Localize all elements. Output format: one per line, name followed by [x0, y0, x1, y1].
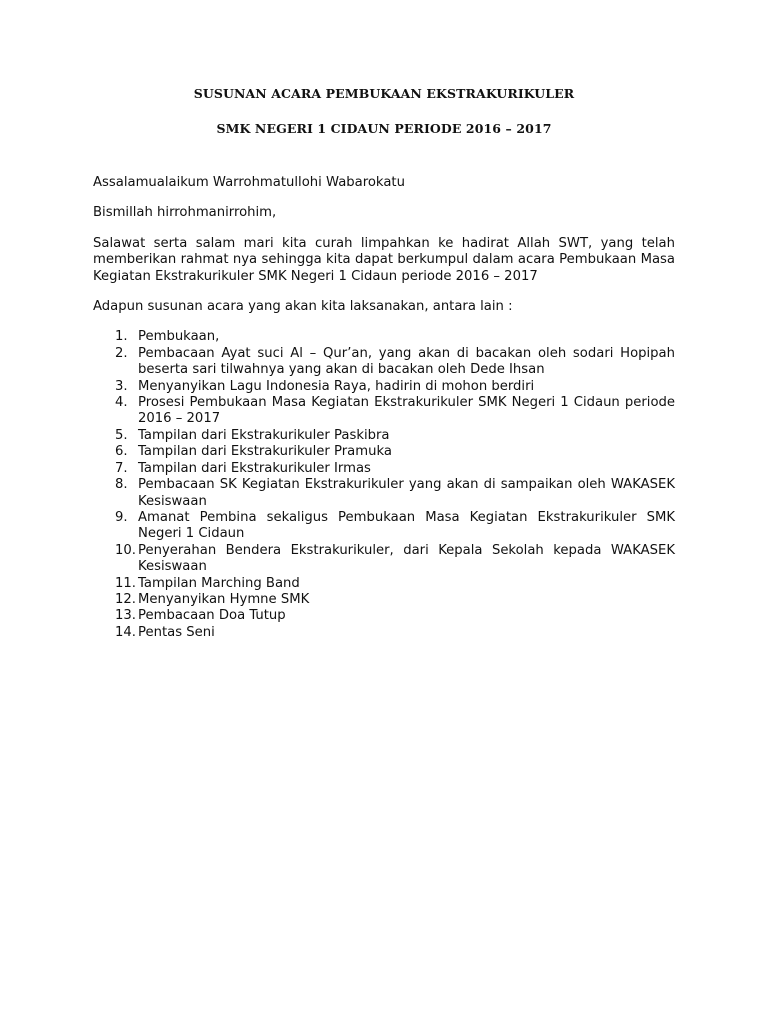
agenda-item: [93, 379, 675, 395]
agenda-item-text: Tampilan Marching Band: [138, 575, 300, 591]
agenda-item-number: 4.: [115, 395, 128, 411]
agenda-item-number: 1.: [115, 329, 128, 345]
document-title-line-1: SUSUNAN ACARA PEMBUKAAN EKSTRAKURIKULER: [193, 86, 575, 101]
agenda-item-number: 12.: [115, 591, 136, 607]
agenda-list: [93, 329, 675, 641]
document-title-line-2: SMK NEGERI 1 CIDAUN PERIODE 2016 – 2017: [216, 121, 552, 136]
agenda-item-number: 6.: [115, 444, 128, 460]
bismillah-paragraph: Bismillah hirrohmanirrohim,: [93, 205, 277, 221]
agenda-item: [93, 477, 675, 510]
greeting-paragraph: Assalamualaikum Warrohmatullohi Wabarokatu: [93, 175, 405, 190]
agenda-item-text: Menyanyikan Lagu Indonesia Raya, hadirin di mohon berdiri: [138, 378, 535, 394]
agenda-item-number: 8.: [115, 477, 128, 493]
agenda-item: [93, 428, 675, 444]
agenda-item: [93, 510, 675, 543]
agenda-item-number: 10.: [115, 542, 136, 558]
agenda-item: [93, 592, 675, 608]
document-page: [93, 86, 675, 641]
agenda-item-text: Pentas Seni: [138, 624, 215, 640]
agenda-item: [93, 625, 675, 641]
agenda-item-number: 13.: [115, 608, 136, 624]
agenda-item-text: Penyerahan Bendera Ekstrakurikuler, dari Kepala Sekolah kepada WAKASEK Kesiswaan: [138, 542, 675, 575]
salawat-paragraph: Salawat serta salam mari kita curah limpahkan ke hadirat Allah SWT, yang telah memberikan rahmat nya sehingga kita dapat berkumpul dalam acara Pembukaan Masa Kegiatan Ekstrakurikuler SMK Negeri 1 Cidaun periode 2016 – 2017: [93, 235, 675, 284]
agenda-item-number: 11.: [115, 575, 136, 591]
agenda-item-number: 3.: [115, 378, 128, 394]
agenda-item-number: 7.: [115, 460, 128, 476]
agenda-item: [93, 608, 675, 624]
agenda-item: [93, 346, 675, 379]
agenda-item-text: Amanat Pembina sekaligus Pembukaan Masa Kegiatan Ekstrakurikuler SMK Negeri 1 Cidaun: [138, 509, 675, 542]
agenda-item-text: Tampilan dari Ekstrakurikuler Paskibra: [138, 427, 390, 443]
agenda-item-text: Pembacaan Ayat suci Al – Qur’an, yang akan di bacakan oleh sodari Hopipah beserta sari tilwahnya yang akan di bacakan oleh Dede Ihsan: [138, 345, 675, 378]
agenda-item-number: 14.: [115, 624, 136, 640]
agenda-item: [93, 329, 675, 345]
agenda-item-number: 9.: [115, 509, 128, 525]
agenda-item-text: Pembacaan SK Kegiatan Ekstrakurikuler yang akan di sampaikan oleh WAKASEK Kesiswaan: [138, 477, 675, 509]
agenda-item: [93, 461, 675, 477]
agenda-item-text: Prosesi Pembukaan Masa Kegiatan Ekstrakurikuler SMK Negeri 1 Cidaun periode 2016 – 2017: [138, 395, 675, 427]
agenda-item-text: Tampilan dari Ekstrakurikuler Irmas: [138, 460, 371, 476]
agenda-item-text: Menyanyikan Hymne SMK: [138, 591, 310, 607]
agenda-item-text: Tampilan dari Ekstrakurikuler Pramuka: [138, 444, 392, 460]
agenda-item-text: Pembukaan,: [138, 329, 220, 345]
agenda-item: [93, 543, 675, 576]
agenda-item: [93, 576, 675, 592]
intro-paragraph: Adapun susunan acara yang akan kita laksanakan, antara lain :: [93, 299, 513, 315]
agenda-item: [93, 444, 675, 460]
agenda-item: [93, 395, 675, 428]
agenda-item-number: 5.: [115, 427, 128, 443]
agenda-item-text: Pembacaan Doa Tutup: [138, 608, 286, 624]
agenda-item-number: 2.: [115, 345, 128, 361]
